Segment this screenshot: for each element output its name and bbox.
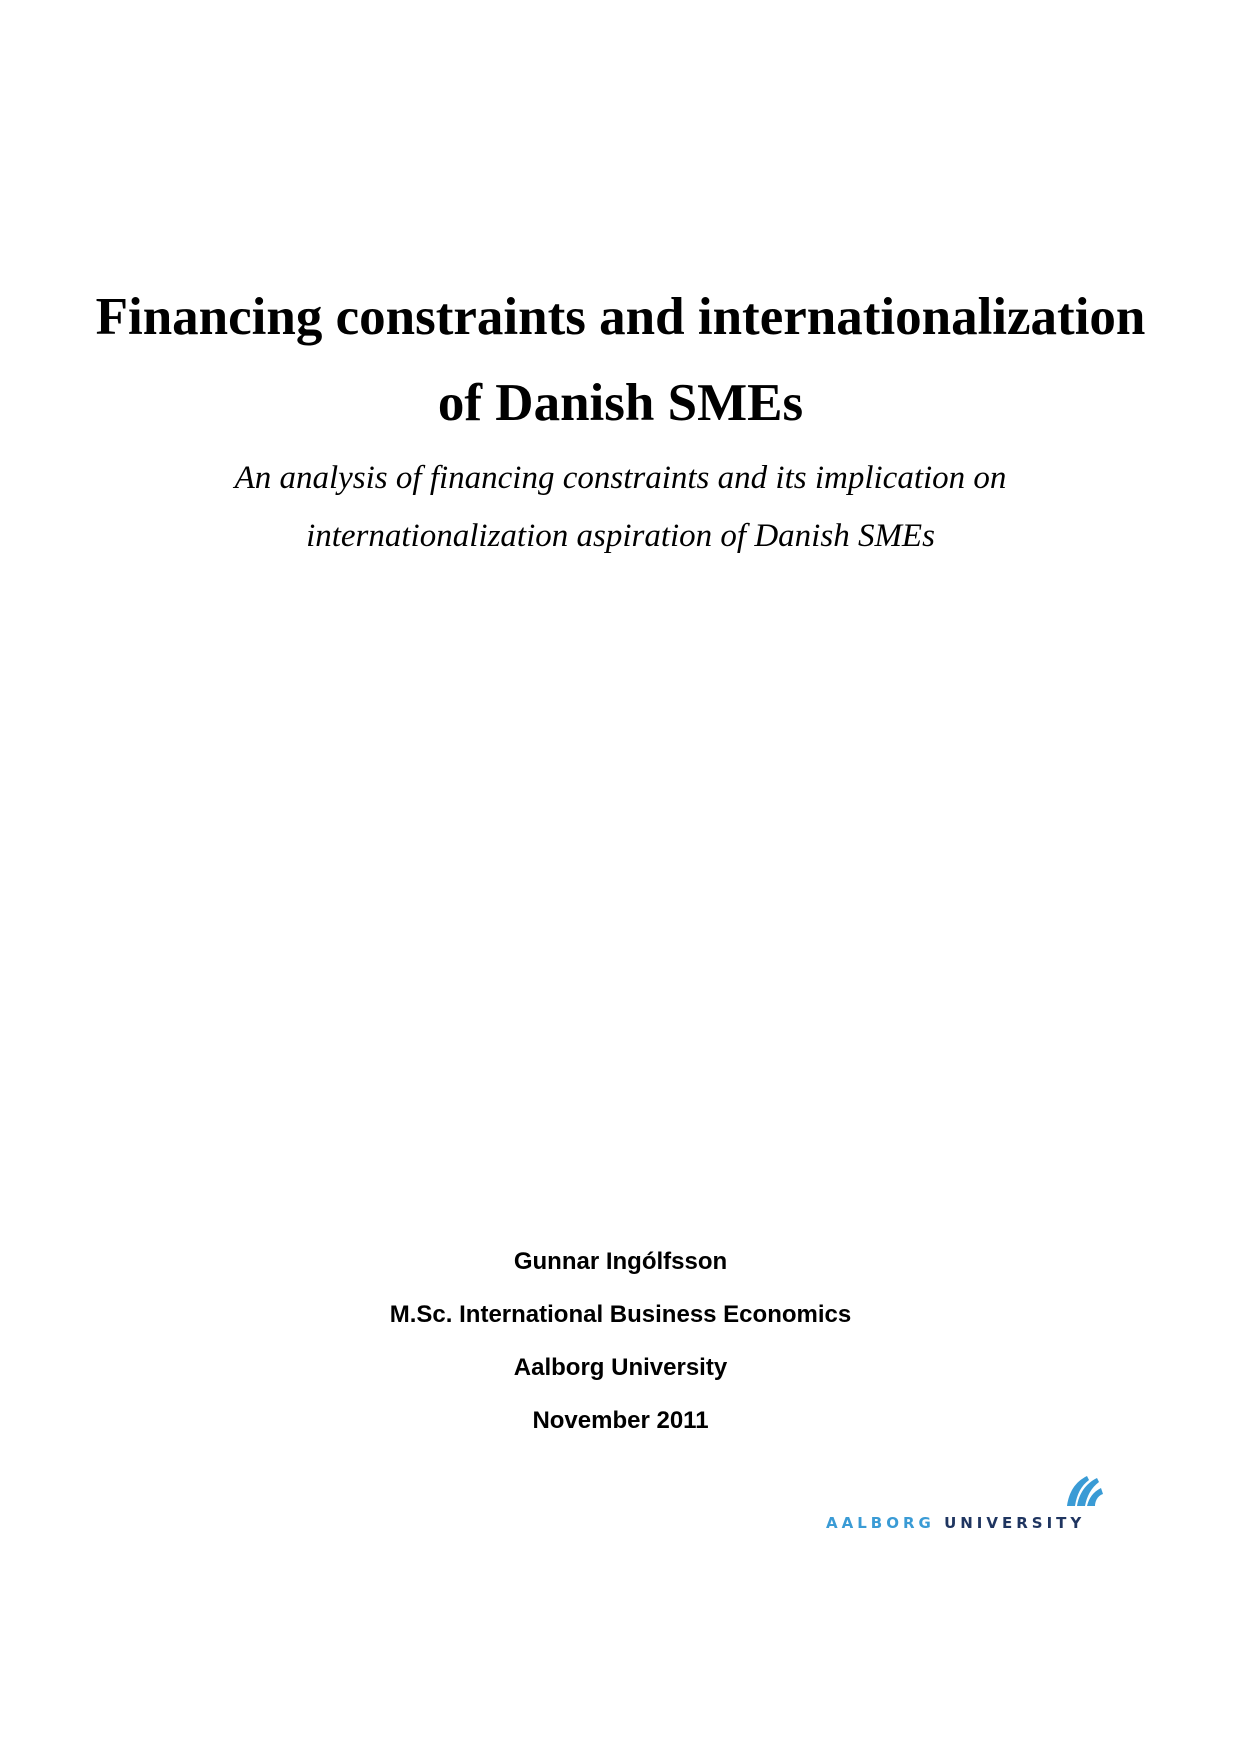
author-name: Gunnar Ingólfsson [513, 1248, 728, 1275]
study-program: M.Sc. International Business Economics [389, 1301, 852, 1328]
logo-word-aalborg: AALBORG [826, 1514, 935, 1532]
subtitle-line-2: internationalization aspiration of Danish SMEs [306, 518, 935, 554]
submission-date: November 2011 [532, 1407, 709, 1434]
logo-word-university: UNIVERSITY [944, 1514, 1086, 1532]
aalborg-university-logo [826, 1474, 1131, 1536]
waves-logo-icon [1065, 1474, 1105, 1508]
subtitle-line-1: An analysis of financing constraints and its implication on [234, 460, 1007, 496]
university-name: Aalborg University [513, 1354, 728, 1381]
title-line-2: of Danish SMEs [437, 374, 804, 432]
title-line-1: Financing constraints and internationalization [95, 288, 1146, 346]
